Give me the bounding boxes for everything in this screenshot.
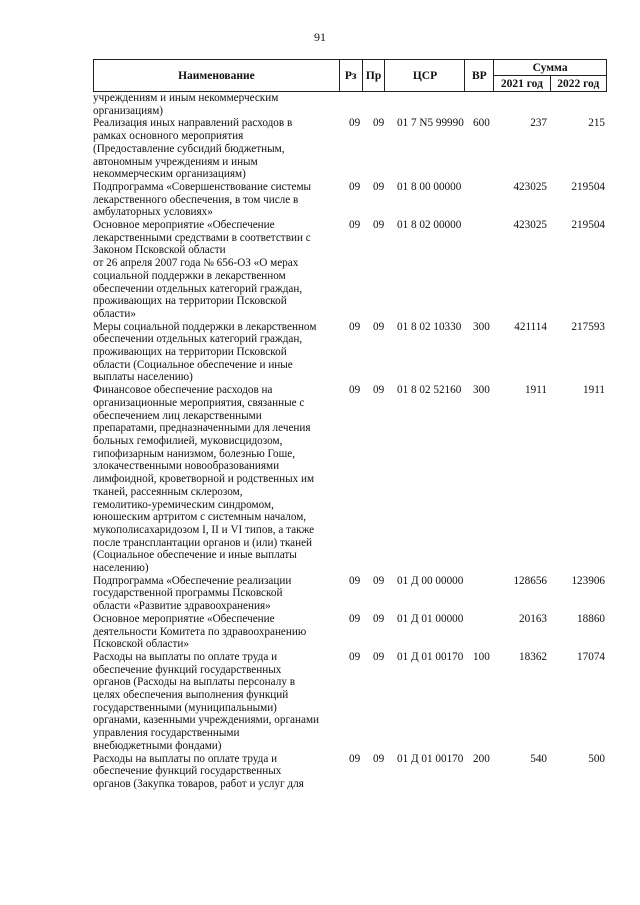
row-sum-2021: 18362 [519,650,547,663]
row-pr: 09 [373,650,385,663]
table-row [93,384,607,575]
header-2022: 2022 год [550,76,606,92]
header-name: Наименование [94,60,340,92]
table-row [93,92,607,117]
header-sum: Сумма [494,60,607,76]
table-row [93,753,607,791]
row-vr: 100 [473,650,490,663]
row-sum-2022: 18860 [577,612,605,625]
row-sum-2022: 500 [588,752,605,765]
table-row [93,181,607,219]
row-sum-2021: 1911 [525,384,547,397]
row-pr: 09 [373,320,385,333]
row-csr: 01 8 00 00000 [397,180,462,193]
table-body [93,92,607,791]
row-vr: 300 [473,320,490,333]
row-rz: 09 [349,650,361,663]
row-sum-2021: 540 [530,752,547,765]
row-name: Меры социальной поддержки в лекарственном обеспечении отдельных категорий граждан, проживающих на территории Псковской области (Социальное обеспечение и иные выплаты населению) [93,320,317,384]
row-csr: 01 Д 01 00170 [397,752,464,765]
row-name: Расходы на выплаты по оплате труда и обеспечение функций государственных органов (Закупка товаров, работ и услуг для [93,752,304,790]
row-name: Реализация иных направлений расходов в рамках основного мероприятия (Предоставление субсидий бюджетным, автономным учреждениям и иным некоммерческим организациям) [93,117,293,181]
row-csr: 01 8 02 00000 [397,219,462,232]
row-sum-2022: 215 [588,117,605,130]
row-sum-2021: 421114 [514,320,547,333]
header-pr: Пр [362,60,385,92]
row-sum-2022: 1911 [583,384,605,397]
row-name: Подпрограмма «Обеспечение реализации государственной программы Псковской области «Развитие здравоохранения» [93,574,292,613]
row-sum-2021: 423025 [513,219,547,232]
row-csr: 01 8 02 52160 [397,384,462,397]
row-sum-2022: 219504 [571,219,605,232]
row-csr: 01 7 N5 99990 [397,117,464,130]
row-pr: 09 [373,180,385,193]
row-vr: 600 [473,117,490,130]
row-sum-2022: 17074 [577,650,605,663]
row-rz: 09 [349,219,361,232]
row-vr: 200 [473,752,490,765]
table-row [93,613,607,651]
row-rz: 09 [349,180,361,193]
table-row [93,219,607,321]
row-sum-2022: 217593 [571,320,605,333]
header-csr: ЦСР [385,60,465,92]
row-name: Расходы на выплаты по оплате труда и обеспечение функций государственных органов (Расходы на выплаты персоналу в целях обеспечения выполнения функций государственными (муниципальными) органами, казенными учреждениями, органами управления государственными внебюджетными фондами) [93,650,320,752]
row-sum-2022: 219504 [571,180,605,193]
row-name: Основное мероприятие «Обеспечение лекарственными средствами в соответствии с Законом Псковской области от 26 апреля 2007 года № 656-ОЗ «О мерах социальной поддержки в лекарственном обеспечении отдельных категорий граждан, проживающих на территории Псковской области» [93,219,311,320]
table-row [93,651,607,753]
row-rz: 09 [349,384,361,397]
row-name: Основное мероприятие «Обеспечение деятельности Комитета по здравоохранению Псковской области» [93,612,307,651]
row-pr: 09 [373,219,385,232]
row-rz: 09 [349,320,361,333]
row-rz: 09 [349,752,361,765]
row-sum-2022: 123906 [571,574,605,587]
row-csr: 01 Д 00 00000 [397,574,464,587]
row-pr: 09 [373,384,385,397]
row-name: Финансовое обеспечение расходов на организационные мероприятия, связанные с обеспечением лиц лекарственными препаратами, предназначенными для лечения больных гемофилией, муковисцидозом, гипофизарным нанизмом, болезнью Гоше, злокачественными новообразованиями лимфоидной, кроветворной и родственных им тканей, рассеянным склерозом, гемолитико-уремическим синдромом, юношеским артритом с системным началом, мукополисахаридозом I, II и VI типов, а также после трансплантации органов и (или) тканей (Социальное обеспечение и иные выплаты населению) [93,384,315,575]
header-rz: Рз [339,60,362,92]
row-csr: 01 8 02 10330 [397,320,462,333]
row-pr: 09 [373,574,385,587]
table-header [93,59,607,92]
row-pr: 09 [373,117,385,130]
header-vr: ВР [465,60,494,92]
table-row [93,117,607,181]
row-sum-2021: 20163 [519,612,547,625]
page-number: 91 [314,30,326,44]
table-row [93,575,607,613]
header-2021: 2021 год [494,76,550,92]
row-csr: 01 Д 01 00000 [397,612,464,625]
row-name: Подпрограмма «Совершенствование системы лекарственного обеспечения, в том числе в амбулаторных условиях» [93,180,312,219]
row-sum-2021: 237 [530,117,547,130]
row-name: учреждениям и иным некоммерческим организациям) [93,92,279,117]
row-pr: 09 [373,752,385,765]
row-pr: 09 [373,612,385,625]
row-sum-2021: 128656 [513,574,547,587]
row-rz: 09 [349,574,361,587]
table-row [93,321,607,385]
row-rz: 09 [349,612,361,625]
row-vr: 300 [473,384,490,397]
row-csr: 01 Д 01 00170 [397,650,464,663]
row-rz: 09 [349,117,361,130]
row-sum-2021: 423025 [513,180,547,193]
